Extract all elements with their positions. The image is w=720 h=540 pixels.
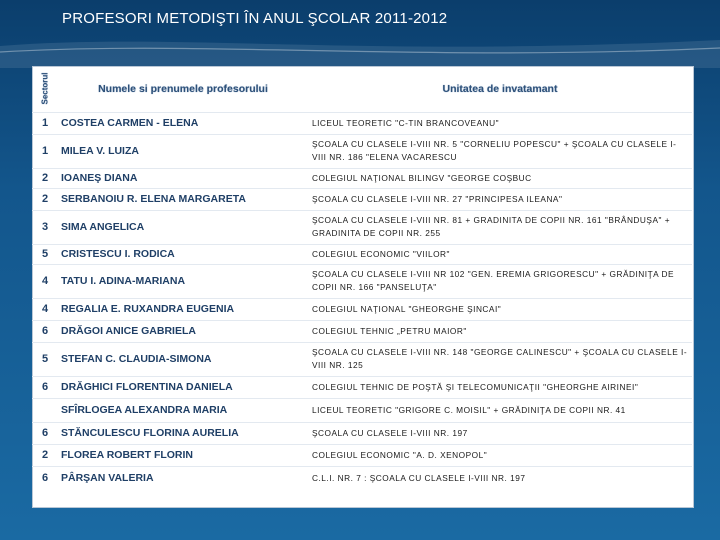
teachers-table xyxy=(32,66,692,490)
school-unit-cell: LICEUL TEORETIC "C-TIN BRANCOVEANU" xyxy=(308,112,692,134)
teacher-name-cell: STEFAN C. CLAUDIA-SIMONA xyxy=(58,342,308,376)
sector-cell: 6 xyxy=(32,376,58,398)
table-header-row xyxy=(32,66,692,112)
teacher-name-cell: FLOREA ROBERT FLORIN xyxy=(58,444,308,466)
table-row xyxy=(32,210,692,244)
sector-cell: 4 xyxy=(32,298,58,320)
school-unit-cell: ŞCOALA CU CLASELE I-VIII NR 102 "GEN. EREMIA GRIGORESCU" + GRĂDINIŢA DE COPII NR. 166 "PANSELUŢA" xyxy=(308,264,692,298)
school-unit-cell: ŞCOALA CU CLASELE I-VIII NR. 27 "PRINCIPESA ILEANA" xyxy=(308,188,692,210)
sector-cell: 2 xyxy=(32,168,58,188)
school-unit-cell: LICEUL TEORETIC "GRIGORE C. MOISIL" + GRĂDINIŢA DE COPII NR. 41 xyxy=(308,398,692,422)
table-row xyxy=(32,342,692,376)
column-header-name: Numele si prenumele profesorului xyxy=(98,82,268,95)
sector-cell: 3 xyxy=(32,210,58,244)
teacher-name-cell: SIMA ANGELICA xyxy=(58,210,308,244)
teacher-name-cell: SERBANOIU R. ELENA MARGARETA xyxy=(58,188,308,210)
sector-cell: 1 xyxy=(32,134,58,168)
table-row xyxy=(32,376,692,398)
sector-cell xyxy=(32,398,58,422)
sector-cell: 6 xyxy=(32,466,58,490)
slide-title: PROFESORI METODIŞTI ÎN ANUL ŞCOLAR 2011-2012 xyxy=(62,10,448,27)
school-unit-cell: ŞCOALA CU CLASELE I-VIII NR. 148 "GEORGE CALINESCU" + ŞCOALA CU CLASELE I-VIII NR. 125 xyxy=(308,342,692,376)
school-unit-cell: COLEGIUL NAŢIONAL "GHEORGHE ŞINCAI" xyxy=(308,298,692,320)
school-unit-cell: COLEGIUL NAŢIONAL BILINGV "GEORGE COŞBUC xyxy=(308,168,692,188)
teacher-name-cell: TATU I. ADINA-MARIANA xyxy=(58,264,308,298)
teacher-name-cell: CRISTESCU I. RODICA xyxy=(58,244,308,264)
school-unit-cell: ŞCOALA CU CLASELE I-VIII NR. 81 + GRADINITA DE COPII NR. 161 "BRÂNDUŞA" + GRADINITA DE COPII NR. 255 xyxy=(308,210,692,244)
sector-cell: 6 xyxy=(32,422,58,444)
sector-cell: 5 xyxy=(32,244,58,264)
teacher-name-cell: STĂNCULESCU FLORINA AURELIA xyxy=(58,422,308,444)
sector-cell: 1 xyxy=(32,112,58,134)
column-header-sector: Sectorul xyxy=(40,72,50,105)
table-row xyxy=(32,444,692,466)
table-row xyxy=(32,466,692,490)
table-row xyxy=(32,168,692,188)
school-unit-cell: ŞCOALA CU CLASELE I-VIII NR. 5 "CORNELIU POPESCU" + ŞCOALA CU CLASELE I-VIII NR. 186 "ELENA VACARESCU xyxy=(308,134,692,168)
table-row xyxy=(32,398,692,422)
table-row xyxy=(32,134,692,168)
teacher-name-cell: REGALIA E. RUXANDRA EUGENIA xyxy=(58,298,308,320)
sector-cell: 2 xyxy=(32,444,58,466)
table-row xyxy=(32,298,692,320)
teacher-name-cell: DRĂGOI ANICE GABRIELA xyxy=(58,320,308,342)
table-row xyxy=(32,188,692,210)
sector-cell: 6 xyxy=(32,320,58,342)
sector-cell: 4 xyxy=(32,264,58,298)
table-row xyxy=(32,264,692,298)
table-row xyxy=(32,112,692,134)
sector-cell: 5 xyxy=(32,342,58,376)
school-unit-cell: COLEGIUL TEHNIC DE POŞTĂ ŞI TELECOMUNICAŢII "GHEORGHE AIRINEI" xyxy=(308,376,692,398)
school-unit-cell: ŞCOALA CU CLASELE I-VIII NR. 197 xyxy=(308,422,692,444)
school-unit-cell: COLEGIUL ECONOMIC "A. D. XENOPOL" xyxy=(308,444,692,466)
teacher-name-cell: MILEA V. LUIZA xyxy=(58,134,308,168)
teacher-name-cell: PÂRŞAN VALERIA xyxy=(58,466,308,490)
teacher-name-cell: IOANEŞ DIANA xyxy=(58,168,308,188)
table-row xyxy=(32,422,692,444)
teacher-name-cell: DRĂGHICI FLORENTINA DANIELA xyxy=(58,376,308,398)
sector-cell: 2 xyxy=(32,188,58,210)
teacher-name-cell: SFÎRLOGEA ALEXANDRA MARIA xyxy=(58,398,308,422)
table-row xyxy=(32,244,692,264)
teacher-name-cell: COSTEA CARMEN - ELENA xyxy=(58,112,308,134)
column-header-unit: Unitatea de invatamant xyxy=(442,82,558,95)
school-unit-cell: COLEGIUL ECONOMIC "VIILOR" xyxy=(308,244,692,264)
table-body xyxy=(32,112,692,490)
table-row xyxy=(32,320,692,342)
school-unit-cell: C.L.I. NR. 7 : ŞCOALA CU CLASELE I-VIII NR. 197 xyxy=(308,466,692,490)
decorative-wave xyxy=(0,28,720,68)
school-unit-cell: COLEGIUL TEHNIC „PETRU MAIOR" xyxy=(308,320,692,342)
